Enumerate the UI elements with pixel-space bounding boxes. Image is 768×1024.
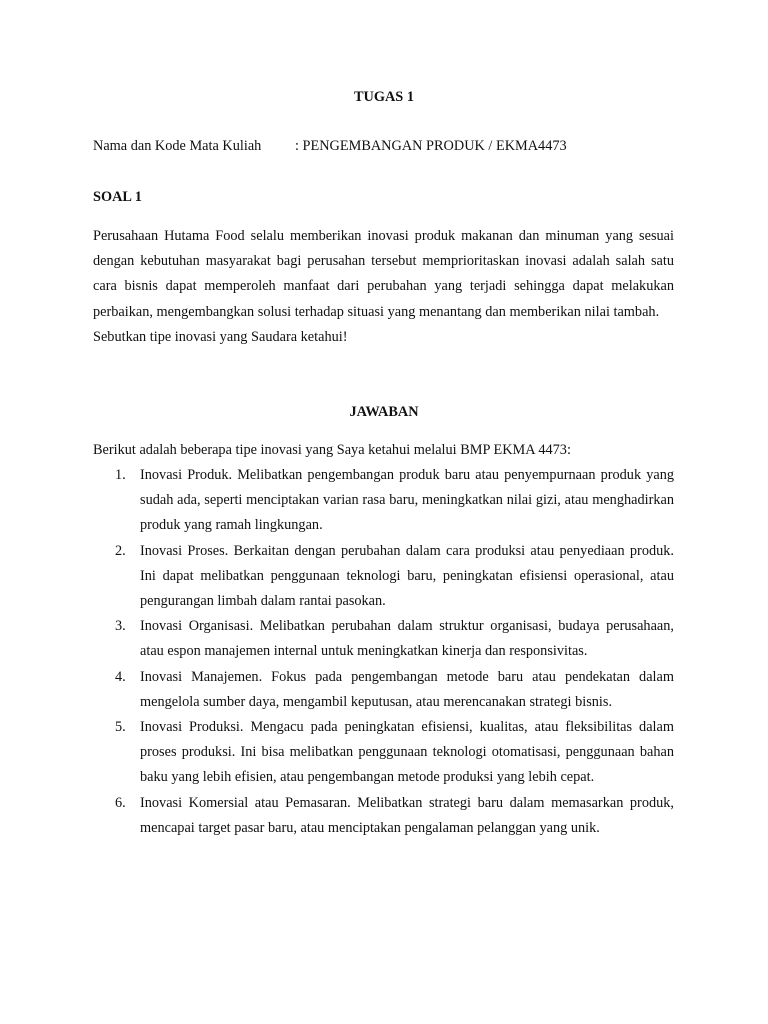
list-item-number: 4.: [115, 668, 126, 685]
answer-intro: Berikut adalah beberapa tipe inovasi yang Saya ketahui melalui BMP EKMA 4473:: [93, 442, 571, 458]
list-item: [115, 665, 674, 715]
list-item-number: 1.: [115, 467, 126, 483]
page-title: TUGAS 1: [354, 89, 414, 105]
question-prompt: Sebutkan tipe inovasi yang Saudara ketahui!: [93, 328, 348, 345]
course-value: : PENGEMBANGAN PRODUK / EKMA4473: [295, 138, 567, 154]
list-item-text: Inovasi Produk. Melibatkan pengembangan produk baru atau penyempurnaan produk yang sudah ada, seperti menciptakan varian rasa baru, meningkatkan nilai gizi, atau menghadirkan produk yang ramah lingkungan.: [140, 467, 674, 534]
course-info: [93, 136, 693, 156]
question-heading: SOAL 1: [93, 189, 142, 205]
list-item-text: Inovasi Komersial atau Pemasaran. Melibatkan strategi baru dalam memasarkan produk, mencapai target pasar baru, atau menciptakan pengalaman pelanggan yang unik.: [140, 794, 674, 836]
list-item: [115, 463, 674, 539]
list-item-text: Inovasi Manajemen. Fokus pada pengembangan metode baru atau pendekatan dalam mengelola sumber daya, mengambil keputusan, atau merencanakan strategi bisnis.: [140, 668, 674, 710]
answer-heading: JAWABAN: [349, 404, 419, 420]
list-item-number: 6.: [115, 794, 126, 811]
list-item-text: Inovasi Organisasi. Melibatkan perubahan dalam struktur organisasi, budaya perusahaan, atau espon manajemen internal untuk meningkatkan kinerja dan responsivitas.: [140, 618, 674, 660]
list-item: [115, 539, 674, 615]
answer-list: [115, 463, 674, 841]
list-item-text: Inovasi Produksi. Mengacu pada peningkatan efisiensi, kualitas, atau fleksibilitas dalam proses produksi. Ini bisa melibatkan penggunaan teknologi otomatisasi, penggunaan bahan baku yang lebih efisien, atau pengembangan metode produksi yang lebih cepat.: [140, 719, 674, 786]
list-item: [115, 791, 674, 841]
list-item-text: Inovasi Proses. Berkaitan dengan perubahan dalam cara produksi atau penyediaan produk. Ini dapat melibatkan penggunaan teknologi baru, peningkatan efisiensi operasional, atau pengurangan limbah dalam rantai pasokan.: [140, 542, 674, 610]
list-item: [115, 715, 674, 791]
list-item: [115, 614, 674, 664]
question-paragraph: Perusahaan Hutama Food selalu memberikan inovasi produk makanan dan minuman yang sesuai dengan kebutuhan masyarakat bagi perusahan tersebut memprioritaskan inovasi adalah salah satu cara bisnis dapat memperoleh manfaat dari perubahan yang terjadi sehingga dapat melakukan perbaikan, mengembangkan solusi terhadap situasi yang menantang dan memberikan nilai tambah.: [93, 228, 674, 320]
list-item-number: 5.: [115, 719, 126, 736]
course-label: Nama dan Kode Mata Kuliah: [93, 138, 262, 154]
list-item-number: 3.: [115, 618, 126, 635]
list-item-number: 2.: [115, 542, 126, 559]
question-section: [93, 224, 674, 350]
